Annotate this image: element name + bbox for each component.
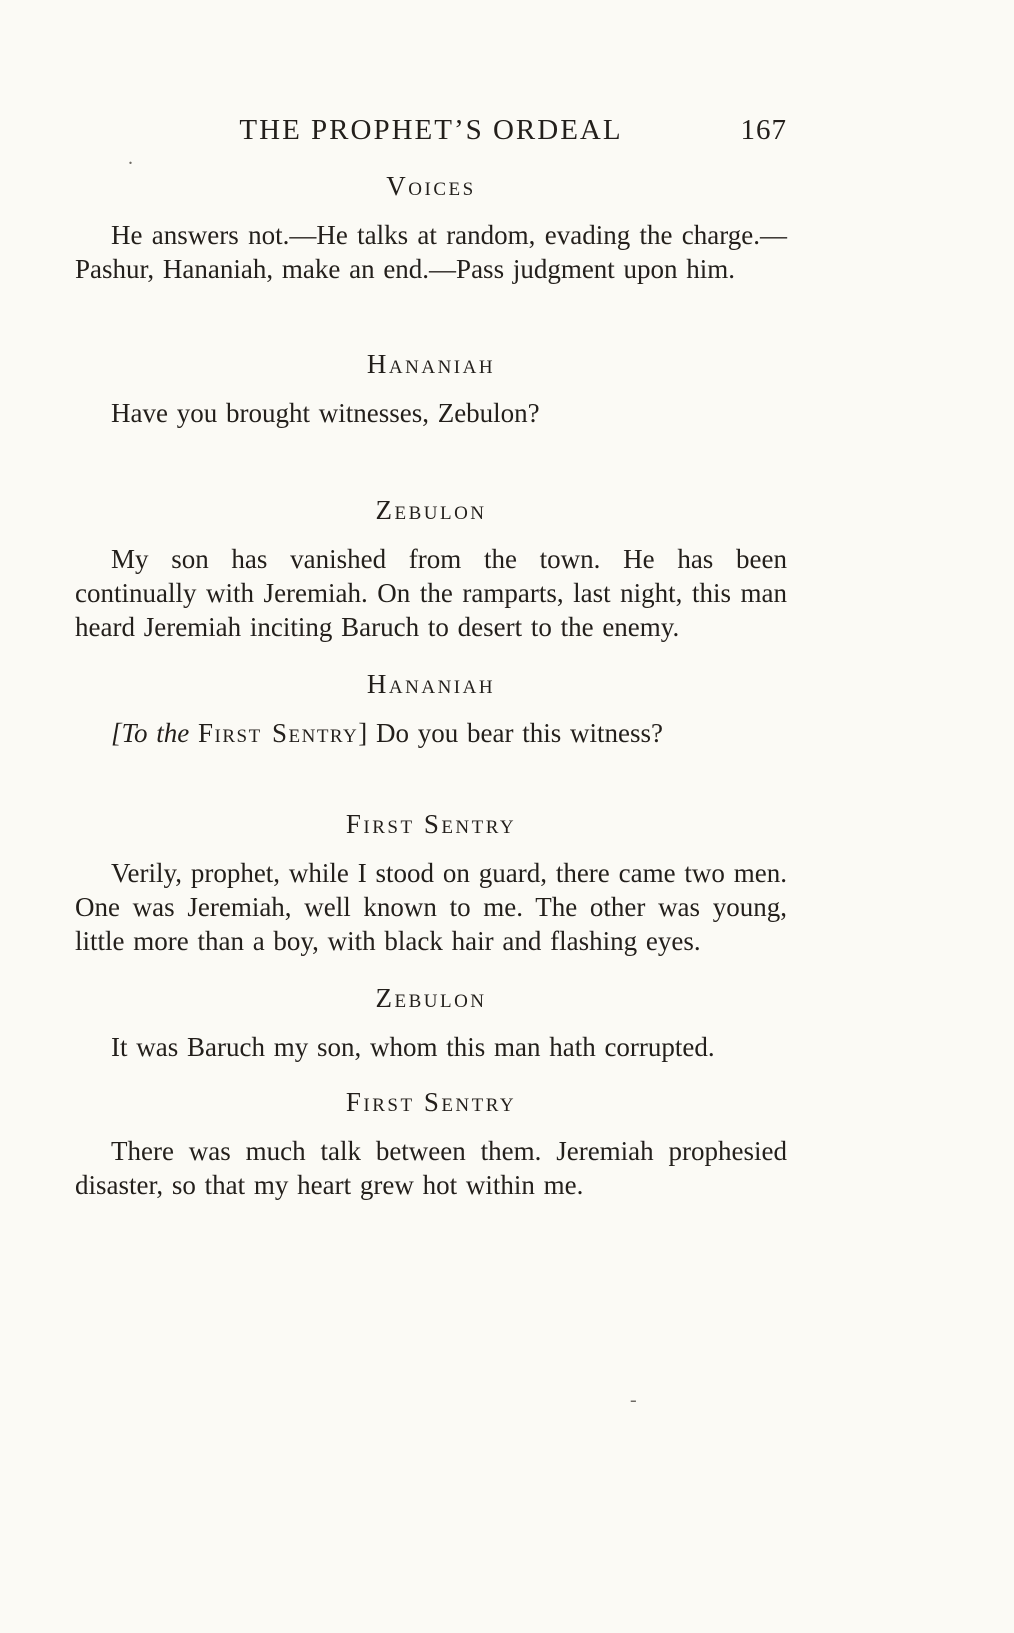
page-number: 167: [740, 114, 787, 146]
speaker-heading: Hananiah: [366, 349, 496, 379]
speech-text: My son has vanished from the town. He has been continually with Jeremiah. On the ramparts, last night, this man heard Jeremiah inciting Baruch to desert to the enemy.: [75, 544, 787, 642]
scan-artifact-mark: .: [128, 147, 133, 169]
speaker-heading: Zebulon: [375, 983, 487, 1013]
speaker-heading: Zebulon: [375, 495, 487, 525]
speech-block: [75, 1086, 787, 1202]
speech-text: He answers not.—He talks at random, evading the charge.—Pashur, Hananiah, make an end.—Pass judgment upon him.: [75, 220, 787, 284]
speaker-heading: Hananiah: [366, 669, 496, 699]
speech-text: Verily, prophet, while I stood on guard, there came two men. One was Jeremiah, well known to me. The other was young, little more than a boy, with black hair and flashing eyes.: [75, 858, 787, 956]
speech-text: There was much talk between them. Jeremiah prophesied disaster, so that my heart grew hot within me.: [75, 1136, 787, 1200]
scan-artifact-mark: -: [630, 1389, 637, 1411]
speech-text-inline: Do you bear this witness?: [376, 718, 663, 748]
speech-block: [75, 494, 787, 644]
stage-direction-close: ]: [358, 718, 377, 748]
speech-block: [75, 348, 787, 430]
speech-block: [75, 808, 787, 958]
running-title: THE PROPHET’S ORDEAL: [239, 114, 623, 146]
speech-block: [75, 668, 787, 750]
speech-text: Have you brought witnesses, Zebulon?: [111, 398, 540, 428]
speech-text: It was Baruch my son, whom this man hath corrupted.: [111, 1032, 715, 1062]
speaker-heading: Voices: [386, 171, 476, 201]
stage-direction-italic: [To the: [111, 718, 199, 748]
stage-direction-name: First Sentry: [198, 718, 359, 748]
play-text: [75, 170, 787, 1202]
speaker-heading: First Sentry: [345, 1087, 517, 1117]
page-header: [75, 112, 787, 148]
speaker-heading: First Sentry: [345, 809, 517, 839]
speech-block: [75, 170, 787, 286]
speech-block: [75, 982, 787, 1064]
speech-text: [75, 716, 787, 750]
